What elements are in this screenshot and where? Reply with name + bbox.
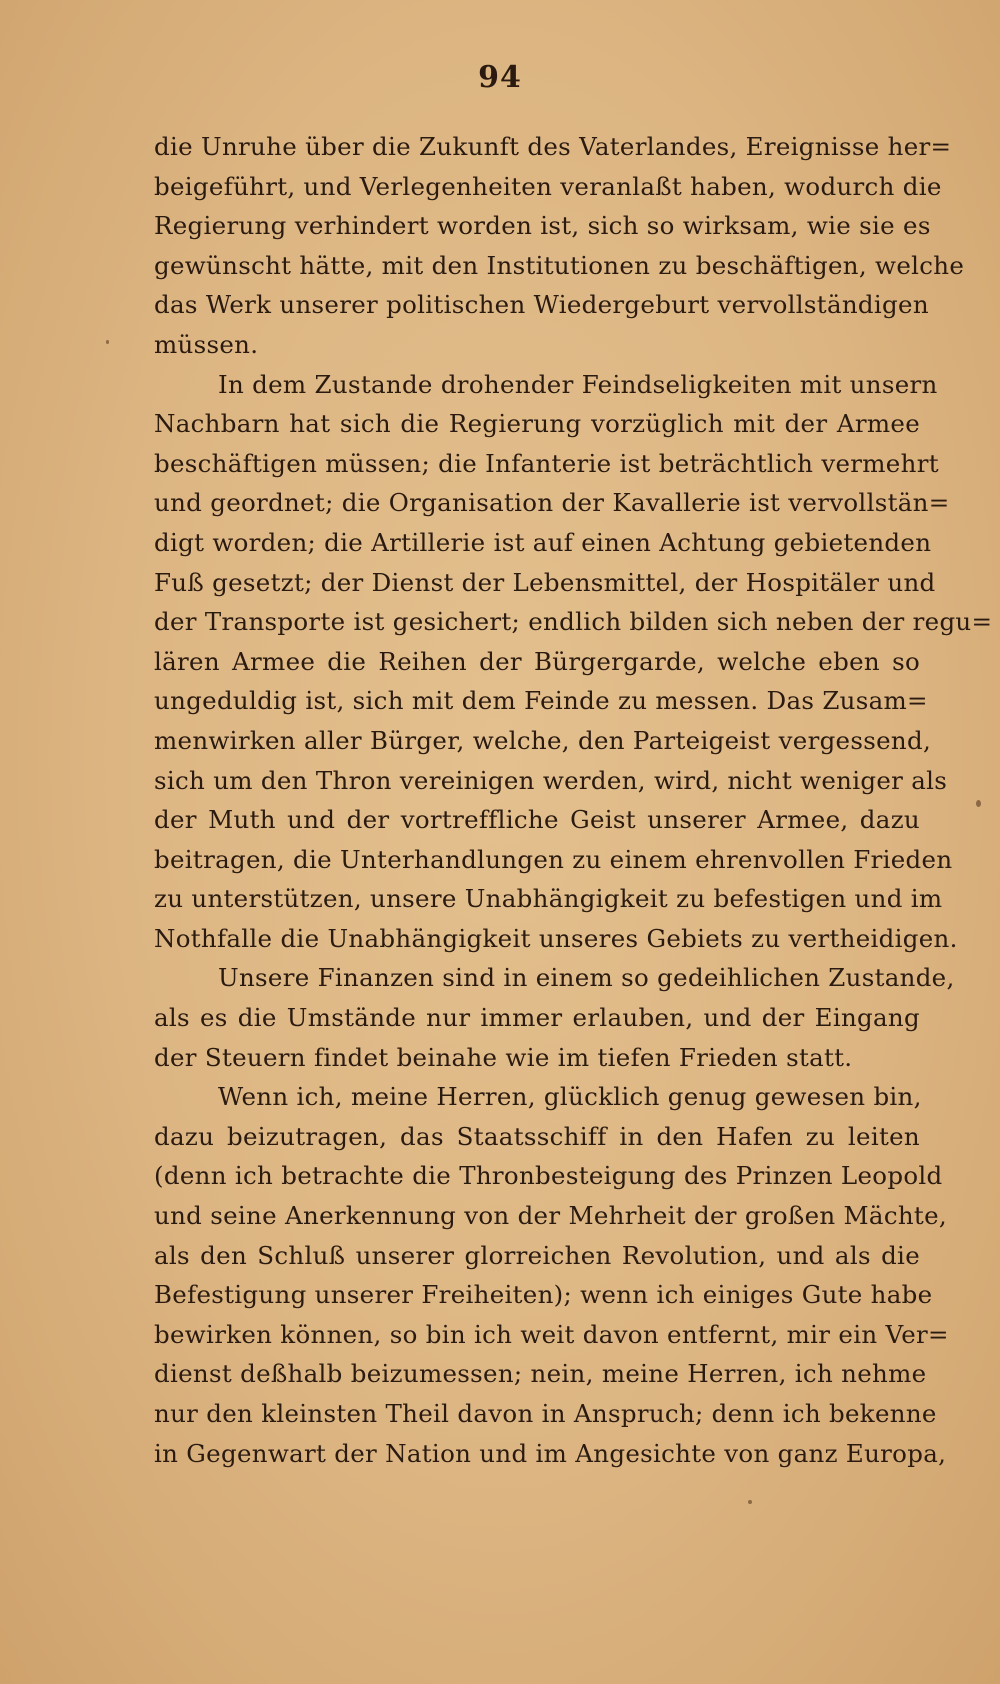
text-line: Fuß gesetzt; der Dienst der Lebensmittel, der Hospitäler und xyxy=(154,567,936,597)
text-line: und geordnet; die Organisation der Kavallerie ist vervollstän= xyxy=(154,488,950,518)
text-line: sich um den Thron vereinigen werden, wird, nicht weniger als xyxy=(154,765,948,795)
paper-speck xyxy=(748,1500,752,1504)
text-line: (denn ich betrachte die Thronbesteigung des Prinzen Leopold xyxy=(154,1161,943,1191)
text-line: gewünscht hätte, mit den Institutionen zu beschäftigen, welche xyxy=(154,250,965,280)
text-line: menwirken aller Bürger, welche, den Parteigeist vergessend, xyxy=(154,725,932,755)
text-line: beitragen, die Unterhandlungen zu einem ehrenvollen Frieden xyxy=(154,844,953,874)
text-line: Nothfalle die Unabhängigkeit unseres Gebiets zu vertheidigen. xyxy=(154,923,958,953)
text-line: in Gegenwart der Nation und im Angesichte von ganz Europa, xyxy=(154,1438,947,1468)
paper-speck xyxy=(106,340,109,344)
page-number: 94 xyxy=(478,60,522,95)
text-line: lären Armee die Reihen der Bürgergarde, welche eben so xyxy=(154,646,920,676)
text-line: Nachbarn hat sich die Regierung vorzüglich mit der Armee xyxy=(154,409,920,439)
text-line: nur den kleinsten Theil davon in Anspruch; denn ich bekenne xyxy=(154,1399,937,1428)
text-line: beigeführt, und Verlegenheiten veranlaßt haben, wodurch die xyxy=(154,171,942,201)
text-line: ungeduldig ist, sich mit dem Feinde zu messen. Das Zusam= xyxy=(154,686,928,716)
paper-speck xyxy=(976,800,981,807)
text-line: müssen. xyxy=(154,329,259,359)
text-line: digt worden; die Artillerie ist auf einen Achtung gebietenden xyxy=(154,527,932,557)
text-line: und seine Anerkennung von der Mehrheit der großen Mächte, xyxy=(154,1201,947,1231)
text-line: das Werk unserer politischen Wiedergeburt vervollständigen xyxy=(154,290,929,320)
text-line: der Steuern findet beinahe wie im tiefen Frieden statt. xyxy=(154,1042,853,1072)
text-line: dazu beizutragen, das Staatsschiff in den Hafen zu leiten xyxy=(154,1121,920,1151)
text-line: In dem Zustande drohender Feindseligkeiten mit unsern xyxy=(218,369,938,399)
text-line: Regierung verhindert worden ist, sich so wirksam, wie sie es xyxy=(154,211,931,241)
text-line: als den Schluß unserer glorreichen Revolution, und als die xyxy=(154,1240,920,1270)
text-line: die Unruhe über die Zukunft des Vaterlandes, Ereignisse her= xyxy=(154,132,952,161)
text-line: beschäftigen müssen; die Infanterie ist beträchtlich vermehrt xyxy=(154,448,939,478)
text-line: als es die Umstände nur immer erlauben, und der Eingang xyxy=(154,1003,920,1033)
text-line: Wenn ich, meine Herren, glücklich genug gewesen bin, xyxy=(218,1082,922,1112)
text-line: zu unterstützen, unsere Unabhängigkeit zu befestigen und im xyxy=(154,884,943,914)
text-line: der Muth und der vortreffliche Geist unserer Armee, dazu xyxy=(154,805,920,835)
text-line: Unsere Finanzen sind in einem so gedeihlichen Zustande, xyxy=(218,963,955,993)
text-line: bewirken können, so bin ich weit davon entfernt, mir ein Ver= xyxy=(154,1319,949,1349)
body-text xyxy=(154,127,993,1473)
text-line: Befestigung unserer Freiheiten); wenn ich einiges Gute habe xyxy=(154,1280,933,1310)
text-line: der Transporte ist gesichert; endlich bilden sich neben der regu= xyxy=(154,607,993,637)
text-line: dienst deßhalb beizumessen; nein, meine Herren, ich nehme xyxy=(154,1359,927,1389)
